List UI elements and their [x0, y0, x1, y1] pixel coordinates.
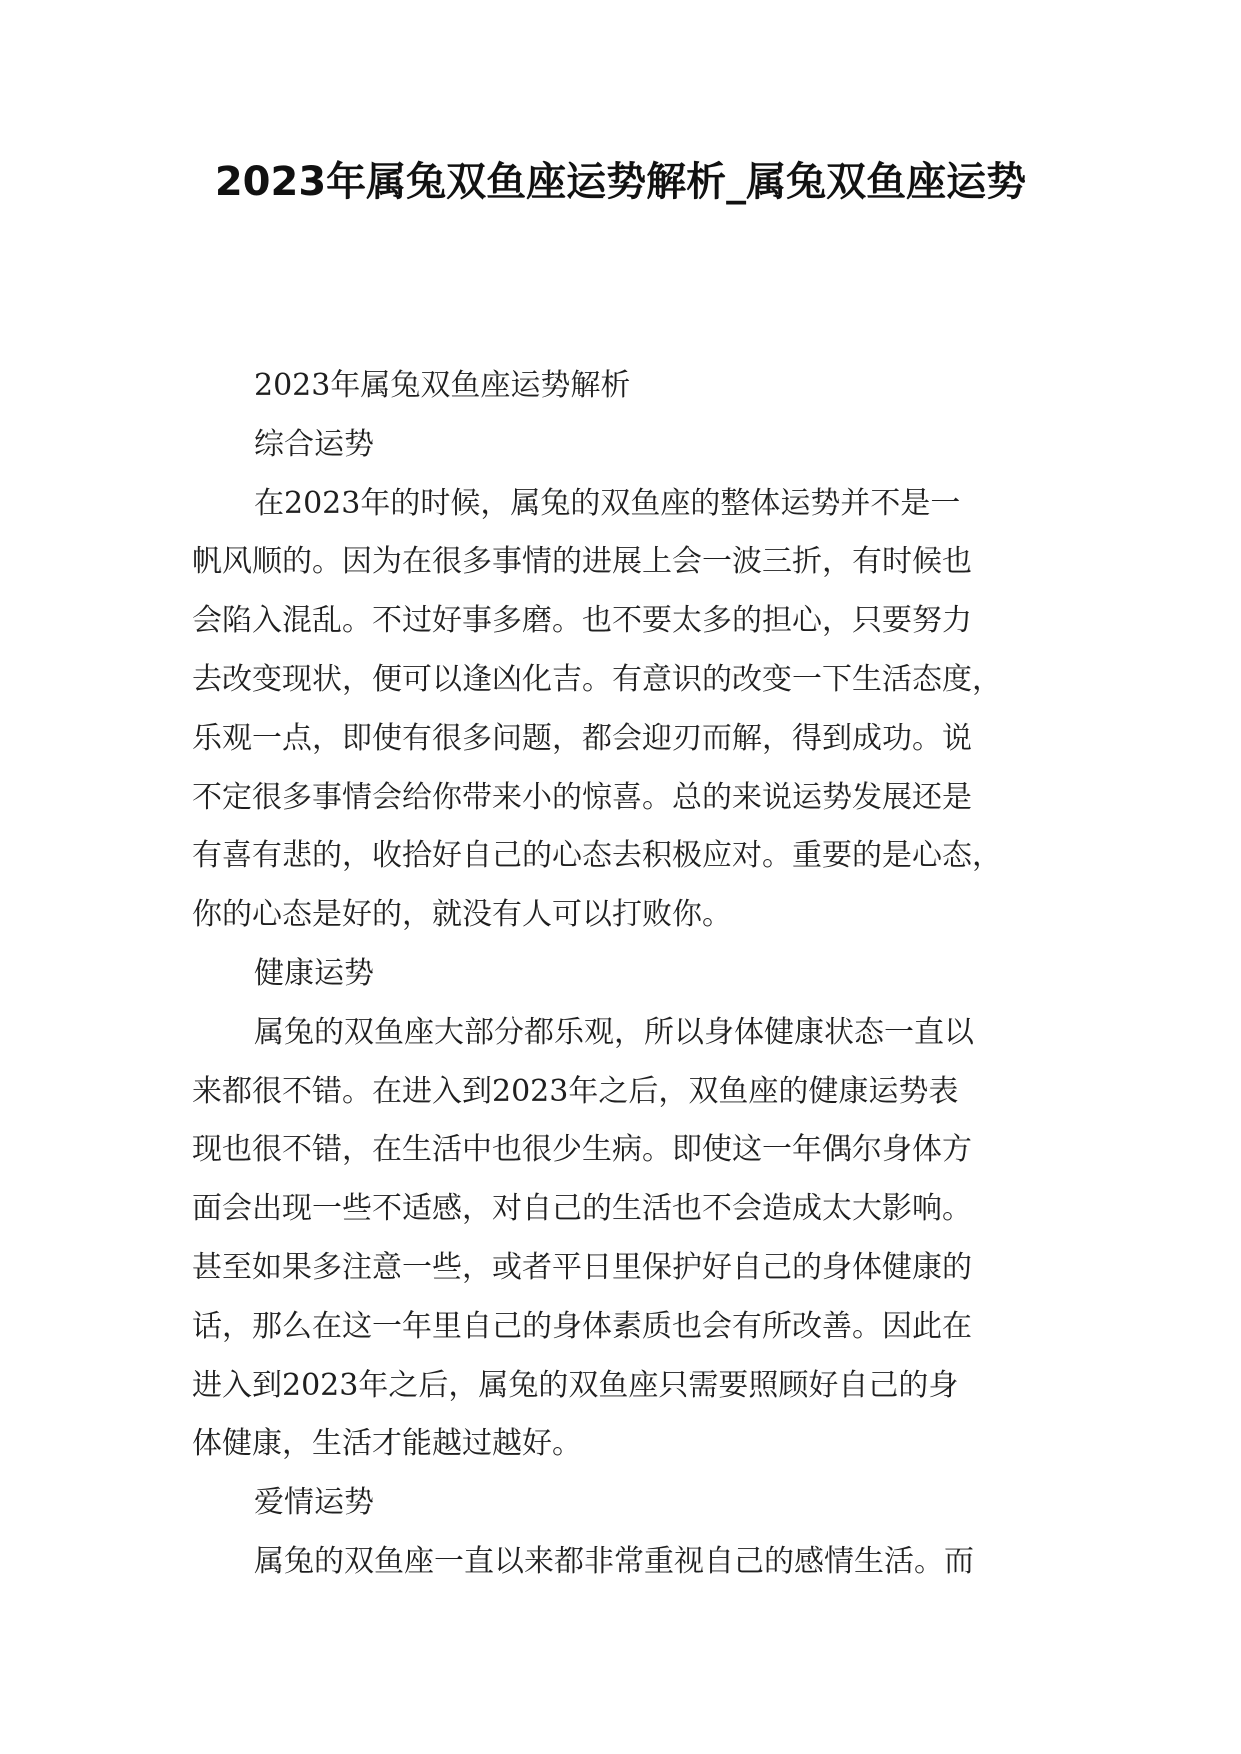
text-line: 有喜有悲的，收拾好自己的心态去积极应对。重要的是心态，	[192, 838, 1002, 874]
text-line: 不定很多事情会给你带来小的惊喜。总的来说运势发展还是	[192, 779, 972, 815]
text-line: 属兔的双鱼座一直以来都非常重视自己的感情生活。而	[254, 1543, 974, 1579]
document-body	[192, 357, 1052, 1592]
text-line: 健康运势	[254, 955, 374, 991]
text-line: 去改变现状，便可以逢凶化吉。有意识的改变一下生活态度，	[192, 661, 1002, 697]
text-line: 话，那么在这一年里自己的身体素质也会有所改善。因此在	[192, 1308, 972, 1344]
text-line: 爱情运势	[254, 1485, 374, 1521]
text-line: 帆风顺的。因为在很多事情的进展上会一波三折，有时候也	[192, 544, 972, 580]
text-line: 来都很不错。在进入到2023年之后，双鱼座的健康运势表	[192, 1073, 959, 1109]
text-line: 体健康，生活才能越过越好。	[192, 1426, 582, 1462]
text-line: 综合运势	[254, 426, 374, 462]
text-line: 2023年属兔双鱼座运势解析	[254, 368, 631, 403]
text-line: 在2023年的时候，属兔的双鱼座的整体运势并不是一	[254, 485, 961, 521]
text-line: 面会出现一些不适感，对自己的生活也不会造成太大影响。	[192, 1191, 972, 1227]
text-line: 现也很不错，在生活中也很少生病。即使这一年偶尔身体方	[192, 1132, 972, 1168]
text-line: 会陷入混乱。不过好事多磨。也不要太多的担心，只要努力	[192, 603, 972, 639]
document-title: 2023年属兔双鱼座运势解析_属兔双鱼座运势	[214, 159, 1027, 205]
text-line: 甚至如果多注意一些，或者平日里保护好自己的身体健康的	[192, 1249, 972, 1285]
text-line: 进入到2023年之后，属兔的双鱼座只需要照顾好自己的身	[192, 1367, 959, 1403]
text-line: 你的心态是好的，就没有人可以打败你。	[192, 897, 732, 933]
text-line: 属兔的双鱼座大部分都乐观，所以身体健康状态一直以	[254, 1014, 974, 1050]
text-line: 乐观一点，即使有很多问题，都会迎刃而解，得到成功。说	[192, 720, 972, 756]
